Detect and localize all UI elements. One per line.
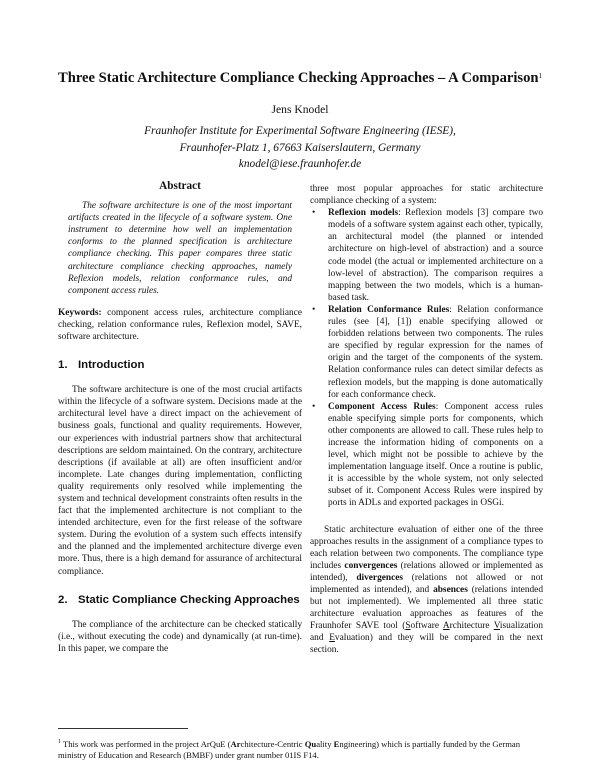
right-intro-text: three most popular approaches for static architecture compliance checking of a system: bbox=[310, 184, 543, 207]
right-column bbox=[310, 183, 543, 667]
affiliation-institute: Fraunhofer Institute for Experimental Software Engineering (IESE), bbox=[144, 125, 456, 137]
affiliation-address: Fraunhofer-Platz 1, 67663 Kaiserslautern, Germany bbox=[179, 141, 421, 154]
section-2-text: The compliance of the architecture can be checked statically (i.e., without executing the code) and dynamically (at run-time). In this paper, we compare the bbox=[58, 619, 302, 654]
keywords-label: Keywords: bbox=[58, 307, 102, 318]
list-item: • Component Access Rules: Component access rules enable specifying simple ports for components, which other components are allowed to call. These rules help to increase the information hiding of components on a level, which might not be possible to achieve by the implementation language itself. Once a routine is public, it is accessible by the whole system, not only selected subset of it. Component Access Rules were inspired by ports in ADLs and exported packages in OSGi. bbox=[312, 401, 543, 509]
keywords-text: component access rules, architecture compliance checking, relation conformance rules, Reflexion model, SAVE, software architecture. bbox=[58, 307, 302, 343]
paper-title: Three Static Architecture Compliance Checking Approaches – A Comparison$^1$ bbox=[57, 70, 542, 86]
footnote-rule bbox=[58, 728, 188, 729]
list-item: • Relation Conformance Rules: Relation conformance rules (see [4], [1]) enable specifying allowed or forbidden relations between two components. The rules are specified by regular expression for the names of origin and the target of the components of the system. Relation conformance rules can detect similar defects as reflexion models, but the mapping is done automatically for each conformance check. bbox=[312, 304, 543, 400]
section-2-heading: 2. Static Compliance Checking Approaches bbox=[58, 593, 300, 606]
affiliation bbox=[0, 123, 600, 173]
approach-list bbox=[310, 207, 543, 509]
list-item: • Reflexion models: Reflexion models [3] compare two models of a software system against each other, typically, an architectural model (the planned or intended architecture on high-level of abstraction) and a source code model (the actual or implemented architecture on a low-level of abstraction). The comparison requires a mapping between the two models, which is a human-based task. bbox=[312, 208, 543, 303]
affiliation-email: knodel@iese.fraunhofer.de bbox=[238, 158, 362, 170]
bullet-icon: • bbox=[312, 304, 316, 315]
footnote: $^1$ This work was performed in the project ArQuE (Architecture-Centric Quality Engineering) which is partially funded by the German ministry of Education and Research (BMBF) under grant number 01IS F14. bbox=[58, 738, 521, 760]
compliance-types-paragraph: Static architecture evaluation of either one of the three approaches results in the assignment of a compliance types to each relation between two components. The compliance type includes convergences (relations allowed or implemented as intended), divergences (relations not allowed or not implemented as intended), and absences (relations intended but not implemented). We implemented all three static architecture evaluation approaches as features of the Fraunhofer SAVE tool (Software Architecture Visualization and Evaluation) and they will be compared in the next section. bbox=[310, 524, 544, 656]
author-name: Jens Knodel bbox=[271, 103, 329, 116]
abstract-heading: Abstract bbox=[159, 180, 201, 192]
section-1-heading: 1. Introduction bbox=[58, 359, 145, 372]
bullet-icon: • bbox=[312, 208, 316, 219]
bullet-icon: • bbox=[312, 401, 316, 412]
keywords bbox=[58, 307, 302, 343]
left-column bbox=[58, 180, 302, 665]
section-1-text: The software architecture is one of the most crucial artifacts within the lifecycle of a software system. Decisions made at the architectural level have a direct impact on the achievement of business goals, functional and quality requirements. However, our experiences with industrial partners show that architectural descriptions are seldom maintained. On the contrary, architecture descriptions (if available at all) are often insufficient and/or incomplete. Late changes during implementation, conflicting quality requirements only resolved while implementing the system and technical development constraints often results in the fact that the implemented architecture is not compliant to the intended architecture, even for the first release of the software system. During the evolution of a system such effects intensify and the planned and the implemented architecture diverge even more. Thus, there is a high demand for assurance of architectural compliance. bbox=[58, 385, 302, 577]
abstract-text: The software architecture is one of the most important artifacts created in the lifecycle of a software system. One instrument to determine how well an implementation conforms to the planned specification is architecture compliance checking. This paper compares three static architecture compliance checking approaches, namely Reflexion models, relation conformance rules, and component access rules. bbox=[68, 201, 292, 296]
title-footnote-mark: 1 bbox=[538, 72, 542, 80]
